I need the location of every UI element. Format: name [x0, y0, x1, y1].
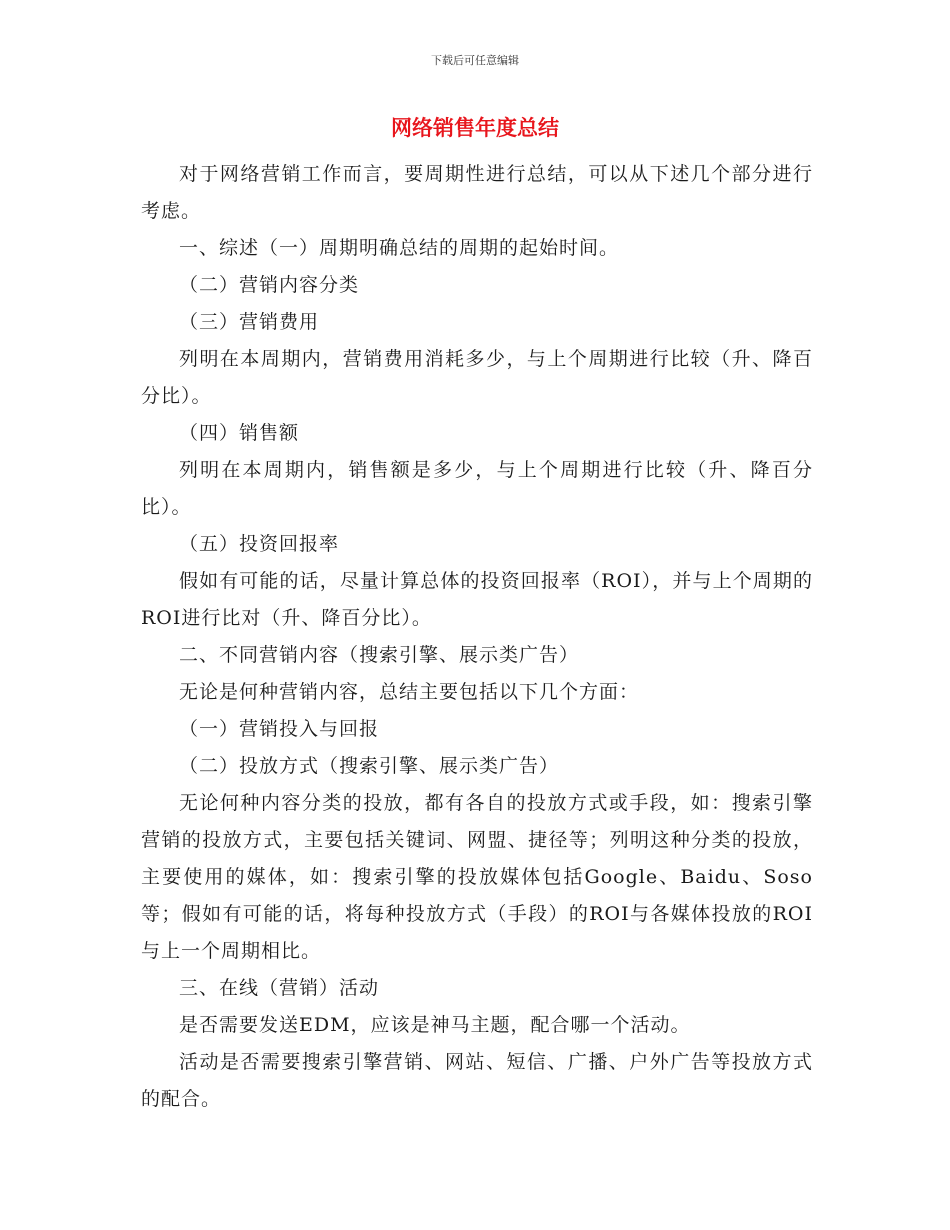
- paragraph-roi: 假如有可能的话，尽量计算总体的投资回报率（ROI），并与上个周期的ROI进行比对（升、降百分比）。: [141, 570, 813, 629]
- paragraph-marketing-cost: 列明在本周期内，营销费用消耗多少，与上个周期进行比较（升、降百分比）。: [141, 348, 813, 407]
- paragraph-subheading-5: （五）投资回报率: [179, 533, 340, 555]
- paragraph-subheading-4: （四）销售额: [179, 422, 300, 444]
- paragraph-edm: 是否需要发送EDM，应该是神马主题，配合哪一个活动。: [179, 1014, 691, 1036]
- paragraph-summary-aspects: 无论是何种营销内容，总结主要包括以下几个方面：: [179, 681, 640, 703]
- paragraph-subheading-3: （三）营销费用: [179, 311, 320, 333]
- document-body: [141, 156, 813, 1118]
- paragraph-section-1: 一、综述（一）周期明确总结的周期的起始时间。: [179, 237, 620, 259]
- paragraph-section-2: 二、不同营销内容（搜索引擎、展示类广告）: [179, 644, 580, 666]
- paragraph-subheading-investment: （一）营销投入与回报: [179, 718, 380, 740]
- document-title: 网络销售年度总结: [391, 116, 559, 140]
- paragraph-subheading-delivery: （二）投放方式（搜索引擎、展示类广告）: [179, 755, 560, 777]
- page-header-note: 下载后可任意编辑: [431, 54, 519, 67]
- paragraph-section-3: 三、在线（营销）活动: [179, 977, 380, 999]
- paragraph-sales-amount: 列明在本周期内，销售额是多少，与上个周期进行比较（升、降百分比）。: [141, 459, 813, 518]
- paragraph-subheading-2: （二）营销内容分类: [179, 274, 360, 296]
- paragraph-delivery-methods: 无论何种内容分类的投放，都有各自的投放方式或手段，如：搜索引擎营销的投放方式，主要包括关键词、网盟、捷径等；列明这种分类的投放，主要使用的媒体，如：搜索引擎的投放媒体包括Google、Baidu、Soso等；假如有可能的话，将每种投放方式（手段）的ROI与各媒体投放的ROI与上一个周期相比。: [141, 792, 813, 962]
- paragraph-activity-channels: 活动是否需要搜索引擎营销、网站、短信、广播、户外广告等投放方式的配合。: [141, 1051, 813, 1110]
- paragraph-intro: 对于网络营销工作而言，要周期性进行总结，可以从下述几个部分进行考虑。: [141, 163, 813, 222]
